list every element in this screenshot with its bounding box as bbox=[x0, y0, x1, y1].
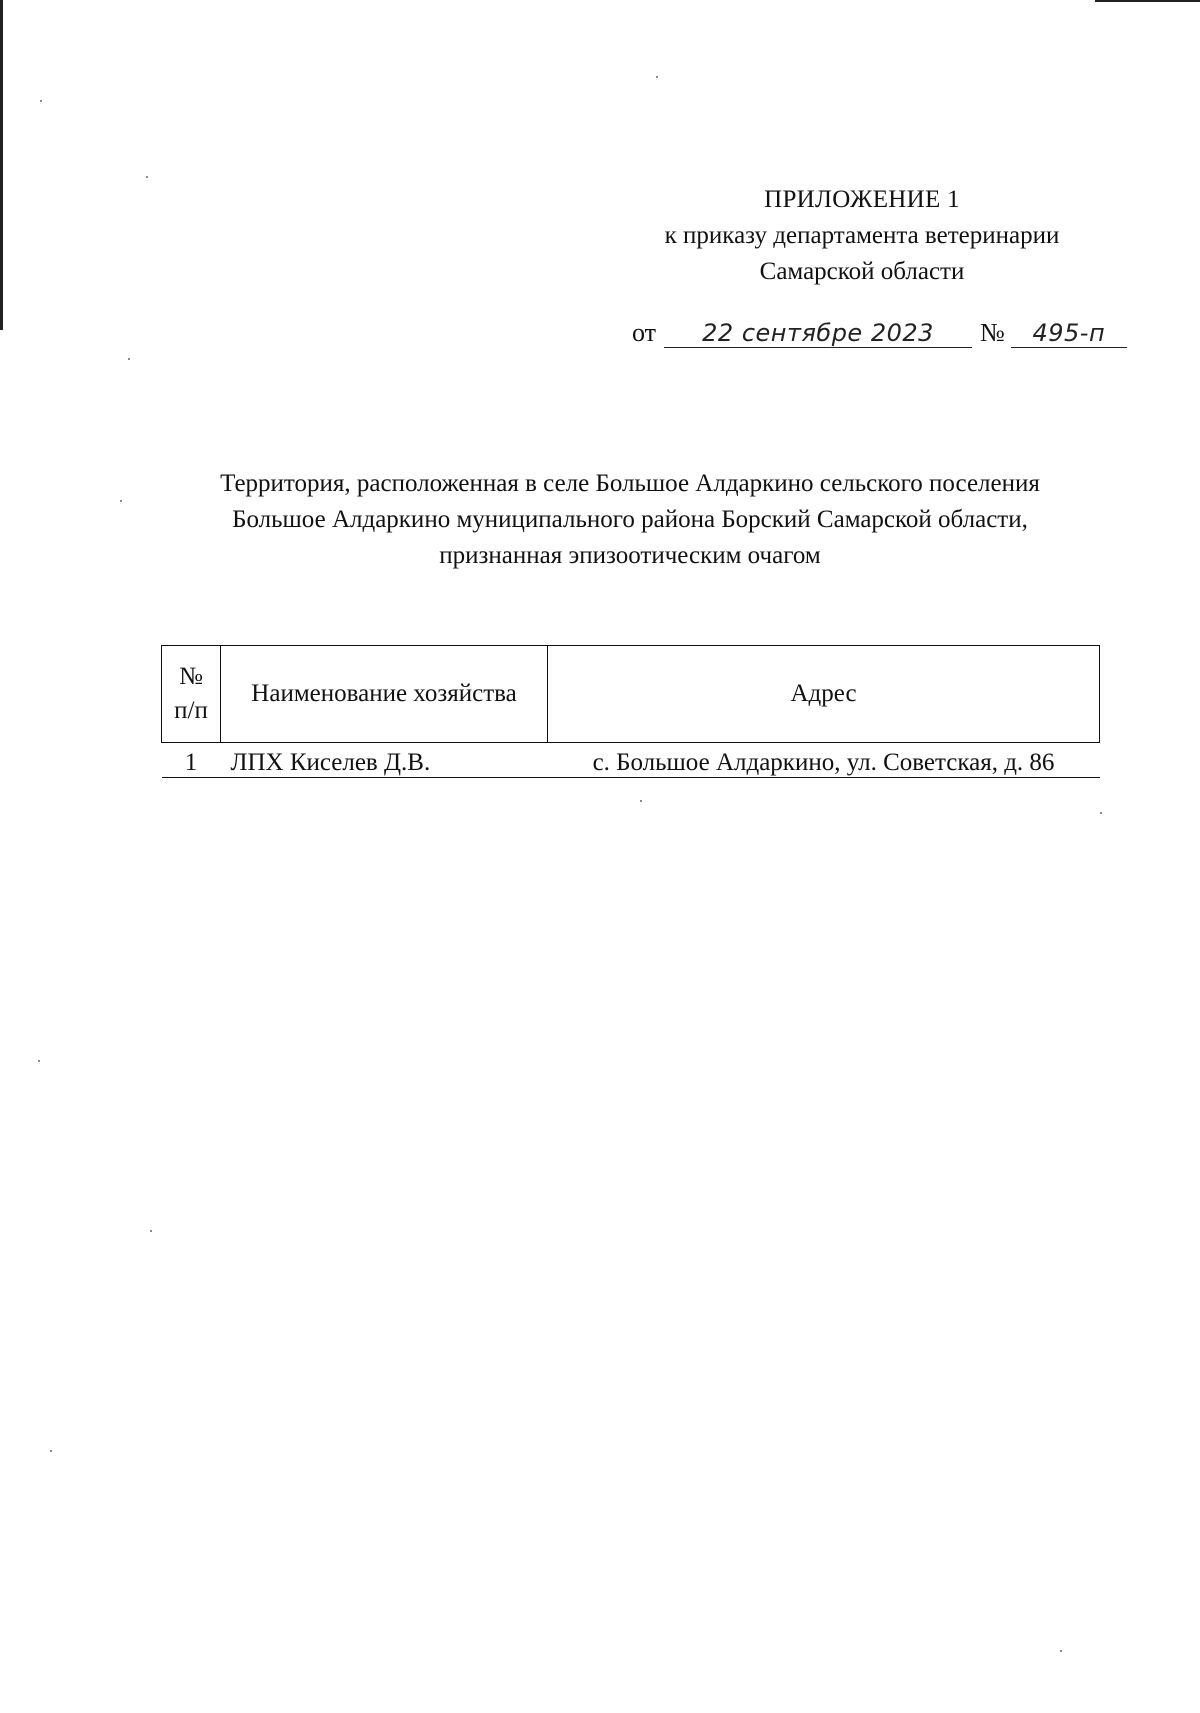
header-number-line2: п/п bbox=[174, 697, 208, 724]
header-address: Адрес bbox=[548, 646, 1100, 743]
scan-speck bbox=[40, 100, 42, 102]
scan-speck bbox=[50, 1450, 52, 1452]
scan-speck bbox=[120, 500, 122, 502]
number-label: № bbox=[980, 318, 1005, 347]
scan-edge-left bbox=[0, 0, 3, 330]
document-title bbox=[150, 466, 1110, 574]
scan-speck bbox=[146, 176, 148, 178]
title-line: Большое Алдаркино муниципального района Борский Самарской области, bbox=[232, 506, 1028, 533]
table-row bbox=[162, 743, 1100, 778]
scan-speck bbox=[1100, 812, 1102, 814]
title-line: признанная эпизоотическим очагом bbox=[439, 542, 821, 569]
title-line: Территория, расположенная в селе Большое Алдаркино сельского поселения bbox=[220, 470, 1040, 497]
from-label: от bbox=[632, 318, 657, 347]
scan-speck bbox=[1060, 1650, 1062, 1652]
order-date-handwritten: 22 сентябре 2023 bbox=[664, 319, 972, 348]
row-number: 1 bbox=[162, 743, 221, 778]
region-line: Самарской области bbox=[759, 258, 965, 285]
order-number-handwritten: 495-п bbox=[1011, 319, 1127, 348]
scan-speck bbox=[640, 800, 642, 802]
scan-speck bbox=[128, 358, 130, 360]
farms-table bbox=[161, 645, 1100, 778]
row-address: с. Большое Алдаркино, ул. Советская, д. 86 bbox=[548, 743, 1100, 778]
order-date-number-line bbox=[632, 318, 1127, 358]
appendix-header bbox=[602, 182, 1122, 290]
header-farm-name: Наименование хозяйства bbox=[221, 646, 548, 743]
header-number bbox=[162, 646, 221, 743]
scan-speck bbox=[656, 76, 658, 78]
table-header-row bbox=[162, 646, 1100, 743]
scan-speck bbox=[38, 1060, 40, 1062]
scan-edge-top bbox=[1095, 0, 1200, 2]
header-number-line1: № bbox=[179, 663, 203, 690]
scan-speck bbox=[150, 1230, 152, 1232]
appendix-label: ПРИЛОЖЕНИЕ 1 bbox=[764, 186, 960, 213]
row-farm-name: ЛПХ Киселев Д.В. bbox=[221, 743, 548, 778]
order-reference: к приказу департамента ветеринарии bbox=[664, 222, 1060, 249]
